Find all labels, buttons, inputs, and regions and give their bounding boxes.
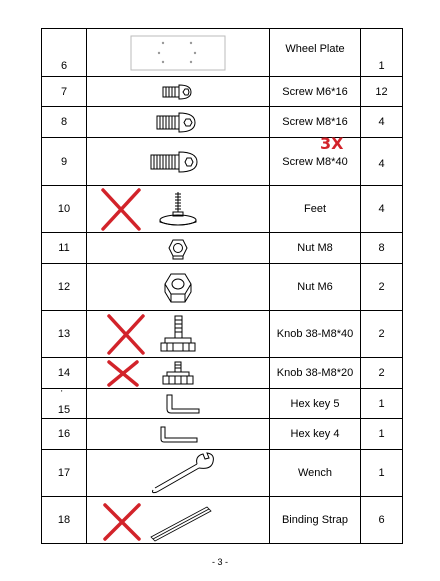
part-number: 18 [42,497,87,544]
part-number: 10 [42,186,87,233]
part-quantity: 2 [361,264,403,311]
part-name: Screw M8*16 [270,107,361,138]
part-quantity: 1 [361,419,403,450]
quantity-multiplier-annotation: 3X [320,134,344,153]
part-number: 12 [42,264,87,311]
part-name: Nut M8 [270,233,361,264]
part-illustration-cell [87,77,270,107]
hex-key-icon [87,389,269,419]
parts-table [41,28,403,544]
page-number: - 3 - [211,557,228,567]
parts-list-sheet [41,28,401,550]
part-illustration-cell [87,233,270,264]
crossed-out-mark [103,190,139,229]
hex-nut-flat-icon [87,233,269,264]
part-illustration-cell [87,107,270,138]
part-number-cell [42,389,87,419]
screw-medium-icon [87,107,269,138]
part-number: 9 [42,138,87,186]
part-quantity: 2 [361,358,403,389]
table-row [42,419,403,450]
part-illustration-cell [87,497,270,544]
part-number: 15 [57,404,71,416]
part-name: Knob 38-M8*40 [270,311,361,358]
part-quantity: 1 [361,29,403,77]
table-row [42,77,403,107]
table-row [42,358,403,389]
part-illustration-cell [87,311,270,358]
part-illustration-cell [87,29,270,77]
table-row [42,264,403,311]
part-quantity: 4 [361,107,403,138]
part-name: Wench [270,450,361,497]
part-quantity: 6 [361,497,403,544]
adjustable-foot-icon [87,186,269,233]
hex-nut-icon [87,264,269,311]
knob-short-icon [87,358,269,389]
part-number: 16 [42,419,87,450]
part-illustration-cell [87,389,270,419]
part-name: Knob 38-M8*20 [270,358,361,389]
part-quantity: 2 [361,311,403,358]
part-quantity: 8 [361,233,403,264]
part-number: 13 [42,311,87,358]
part-name: Wheel Plate [270,29,361,77]
table-row [42,29,403,77]
binding-strap-icon [87,497,269,544]
part-number: 6 [42,29,87,77]
part-number: 14 [42,358,87,389]
part-number: 11 [42,233,87,264]
crossed-out-mark [109,316,143,353]
part-number: 8 [42,107,87,138]
crossed-out-mark [105,505,139,539]
part-name: Screw M8*40 [270,138,361,186]
part-illustration-cell [87,450,270,497]
part-name: Feet [270,186,361,233]
table-row [42,311,403,358]
knob-long-icon [87,311,269,358]
part-name: Hex key 5 [270,389,361,419]
part-quantity: 4 [361,186,403,233]
tick-mark: ' [61,389,63,398]
part-illustration-cell [87,264,270,311]
part-quantity: 1 [361,450,403,497]
table-row [42,138,403,186]
crossed-out-mark [109,362,137,385]
wrench-icon [87,450,269,497]
part-name: Binding Strap [270,497,361,544]
table-row [42,497,403,544]
part-illustration-cell [87,138,270,186]
part-quantity: 1 [361,389,403,419]
screw-short-icon [87,77,269,107]
table-row [42,107,403,138]
part-name: Nut M6 [270,264,361,311]
table-row [42,450,403,497]
part-name: Screw M6*16 [270,77,361,107]
part-number: 17 [42,450,87,497]
table-row [42,233,403,264]
part-illustration-cell [87,358,270,389]
part-illustration-cell [87,419,270,450]
table-row [42,186,403,233]
part-name: Hex key 4 [270,419,361,450]
part-quantity: 12 [361,77,403,107]
part-illustration-cell [87,186,270,233]
part-number: 7 [42,77,87,107]
hex-key-icon [87,419,269,450]
table-row [42,389,403,419]
screw-long-icon [87,138,269,186]
wheel-plate-icon [87,29,269,77]
part-quantity: 4 [361,138,403,186]
